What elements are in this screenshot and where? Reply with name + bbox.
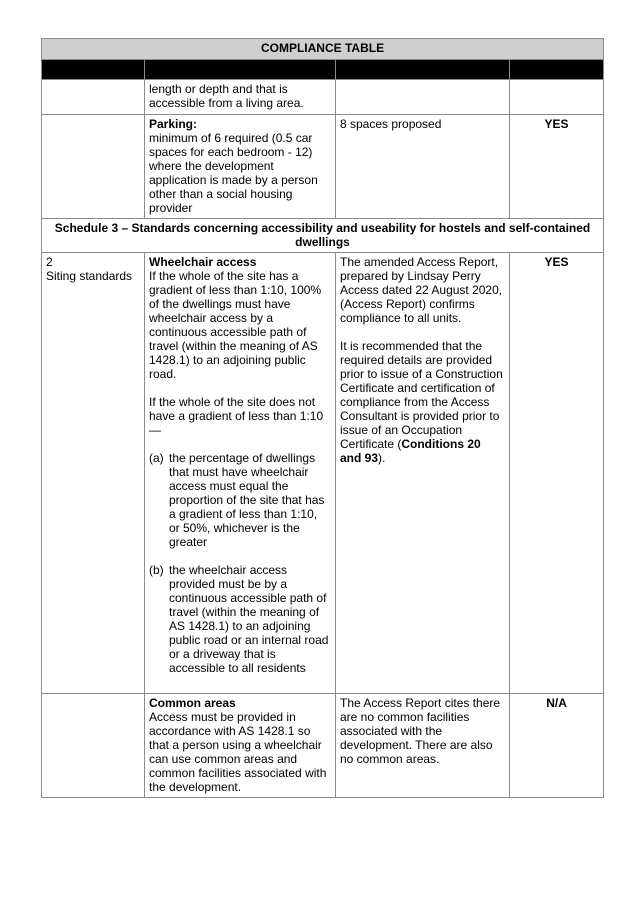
compliance-cell xyxy=(510,115,604,219)
table-title-row xyxy=(42,39,604,60)
requirement-text: length or depth and that is accessible from a living area. xyxy=(149,82,304,110)
schedule-heading: Schedule 3 – Standards concerning accessibility and useability for hostels and self-contained dwellings xyxy=(42,219,604,253)
compliance-cell xyxy=(510,253,604,694)
proposal-text-part: ). xyxy=(378,451,386,465)
compliance-cell xyxy=(510,694,604,798)
requirement-heading: Parking: xyxy=(149,117,198,131)
list-item xyxy=(149,563,331,675)
list-marker: (b) xyxy=(149,563,164,577)
proposal-text: The amended Access Report, prepared by Lindsay Perry Access dated 22 August 2020, (Access Report) confirms compliance to all units. xyxy=(340,255,503,325)
clause-cell xyxy=(42,115,145,219)
table-row xyxy=(42,694,604,798)
list-text: the percentage of dwellings that must have wheelchair access must equal the proportion of the site that has a gradient of less than 1:10, or 50%, whichever is the greater xyxy=(169,451,325,549)
table-row xyxy=(42,80,604,115)
requirement-cell xyxy=(145,694,336,798)
requirement-cell xyxy=(145,80,336,115)
proposal-cell xyxy=(336,80,510,115)
table-title: COMPLIANCE TABLE xyxy=(42,39,604,60)
clause-number: 2 xyxy=(46,255,53,269)
header-bar-cell xyxy=(145,60,336,80)
list-text: the wheelchair access provided must be by a continuous accessible path of travel (within the meaning of AS 1428.1) to an adjoining public road or an internal road or a driveway that is accessible to all residents xyxy=(169,563,329,675)
table-row xyxy=(42,253,604,694)
clause-cell xyxy=(42,694,145,798)
proposal-cell xyxy=(336,694,510,798)
requirement-text: minimum of 6 required (0.5 car spaces for each bedroom - 12) where the development application is made by a person other than a social housing provider xyxy=(149,131,318,215)
clause-cell xyxy=(42,80,145,115)
schedule-heading-row xyxy=(42,219,604,253)
compliance-value: N/A xyxy=(546,696,567,710)
proposal-text: 8 spaces proposed xyxy=(340,117,442,131)
compliance-table xyxy=(41,38,604,798)
proposal-cell xyxy=(336,115,510,219)
proposal-text-part: It is recommended that the required details are provided prior to issue of a Construction Certificate and certification of compliance from the Access Consultant is provided prior to issue of an Occupation Certificate ( xyxy=(340,339,503,451)
paragraph-gap xyxy=(149,381,331,395)
list-marker: (a) xyxy=(149,451,164,465)
requirement-heading: Wheelchair access xyxy=(149,255,257,269)
requirement-text: If the whole of the site does not have a gradient of less than 1:10— xyxy=(149,395,324,437)
list-item xyxy=(149,451,331,549)
header-bar-cell xyxy=(42,60,145,80)
paragraph-gap xyxy=(340,325,505,339)
compliance-cell xyxy=(510,80,604,115)
table-row xyxy=(42,115,604,219)
requirement-text: If the whole of the site has a gradient of less than 1:10, 100% of the dwellings must have wheelchair access by a continuous accessible path of travel (within the meaning of AS 1428.1) to an adjoining public road. xyxy=(149,269,322,381)
paragraph-gap xyxy=(149,549,331,563)
paragraph-gap xyxy=(149,437,331,451)
compliance-value: YES xyxy=(544,255,569,269)
clause-cell xyxy=(42,253,145,694)
proposal-text xyxy=(340,339,505,465)
clause-name: Siting standards xyxy=(46,269,133,283)
compliance-value: YES xyxy=(544,117,569,131)
proposal-text: The Access Report cites there are no common facilities associated with the development. There are also no common areas. xyxy=(340,696,501,766)
header-bar-cell xyxy=(336,60,510,80)
header-bar-cell xyxy=(510,60,604,80)
proposal-cell xyxy=(336,253,510,694)
requirement-cell xyxy=(145,253,336,694)
conditions-reference: Conditions 20 and 93 xyxy=(340,437,481,465)
header-bar-row xyxy=(42,60,604,80)
requirement-cell xyxy=(145,115,336,219)
requirement-text: Access must be provided in accordance with AS 1428.1 so that a person using a wheelchair can use common areas and common facilities associated with the development. xyxy=(149,710,327,794)
requirement-heading: Common areas xyxy=(149,696,236,710)
